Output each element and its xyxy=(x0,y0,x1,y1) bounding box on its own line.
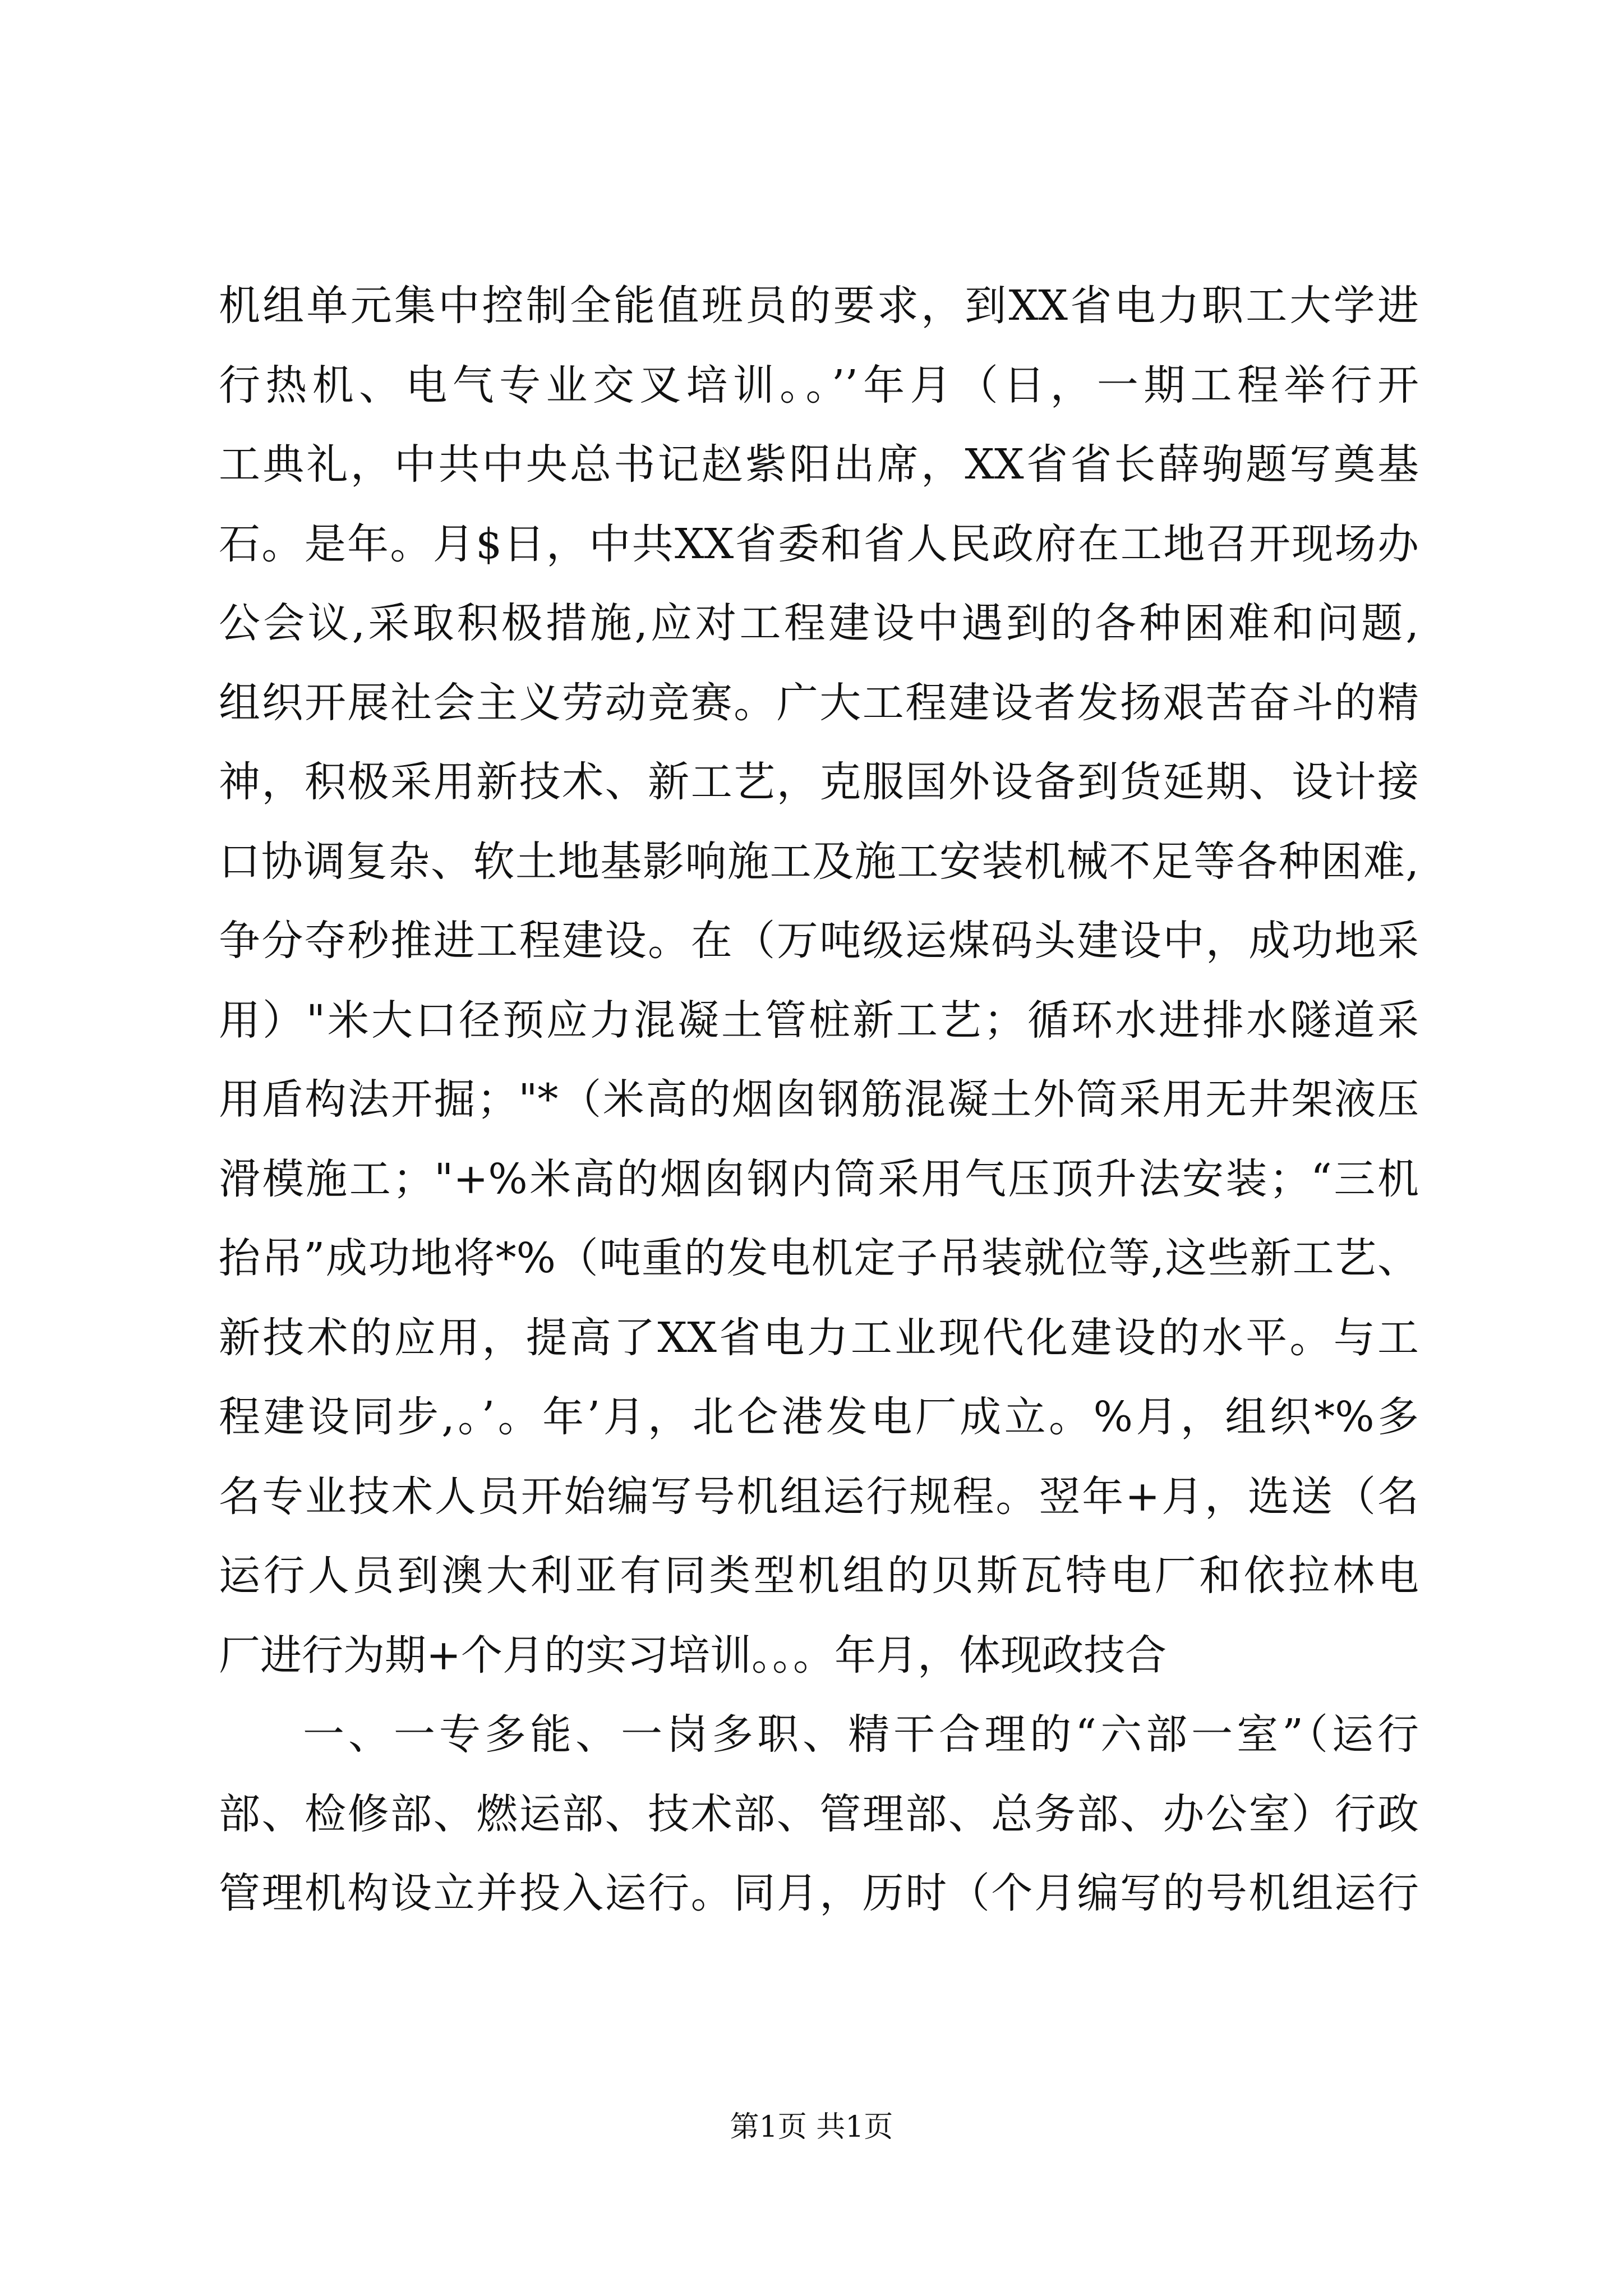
text-line: 管理机构设立并投入运行。同月，历时（个月编写的号机组运行 xyxy=(219,1869,1419,1917)
text-line: 组织开展社会主义劳动竞赛。广大工程建设者发扬艰苦奋斗的精 xyxy=(219,678,1419,727)
text-line: 抬吊”成功地将*%（吨重的发电机定子吊装就位等,这些新工艺、 xyxy=(219,1234,1419,1282)
text-line: 厂进行为期+个月的实习培训。。。年月，体现政技合 xyxy=(219,1631,1167,1680)
text-line: 程建设同步,。’。年’月，北仑港发电厂成立。%月，组织*%多 xyxy=(219,1393,1419,1441)
text-line: 滑模施工；"+%米高的烟囱钢内筒采用气压顶升法安装；“三机 xyxy=(219,1154,1419,1203)
text-line: 用盾构法开掘；"*（米高的烟囱钢筋混凝土外筒采用无井架液压 xyxy=(219,1075,1419,1124)
paragraph-2 xyxy=(219,1695,1419,1934)
text-line: 口协调复杂、软土地基影响施工及施工安装机械不足等各种困难, xyxy=(219,837,1419,886)
text-line: 行热机、电气专业交叉培训。。’’年月（日，一期工程举行开 xyxy=(219,361,1419,409)
page-footer: 第1页 共1页 xyxy=(730,2110,893,2144)
text-line: 机组单元集中控制全能值班员的要求，到XX省电力职工大学进 xyxy=(219,282,1419,330)
text-line: 部、检修部、燃运部、技术部、管理部、总务部、办公室）行政 xyxy=(219,1789,1419,1838)
text-line: 石。是年。月$日，中共XX省委和省人民政府在工地召开现场办 xyxy=(219,519,1419,568)
body-text xyxy=(219,266,1419,1934)
text-line: 工典礼，中共中央总书记赵紫阳出席，XX省省长薛驹题写奠基 xyxy=(219,440,1419,489)
text-line: 用）"米大口径预应力混凝土管桩新工艺；循环水进排水隧道采 xyxy=(219,996,1419,1045)
paragraph-1 xyxy=(219,266,1419,1695)
text-line: 新技术的应用，提高了XX省电力工业现代化建设的水平。与工 xyxy=(219,1313,1419,1362)
text-line: 神，积极采用新技术、新工艺，克服国外设备到货延期、设计接 xyxy=(219,758,1419,806)
text-line: 公会议,采取积极措施,应对工程建设中遇到的各种困难和问题, xyxy=(219,599,1419,647)
text-line: 一、一专多能、一岗多职、精干合理的“六部一室”（运行 xyxy=(303,1710,1419,1759)
text-line: 争分夺秒推进工程建设。在（万吨级运煤码头建设中，成功地采 xyxy=(219,917,1419,965)
text-line: 运行人员到澳大利亚有同类型机组的贝斯瓦特电厂和依拉林电 xyxy=(219,1552,1419,1600)
text-line: 名专业技术人员开始编写号机组运行规程。翌年+月，选送（名 xyxy=(219,1472,1419,1521)
